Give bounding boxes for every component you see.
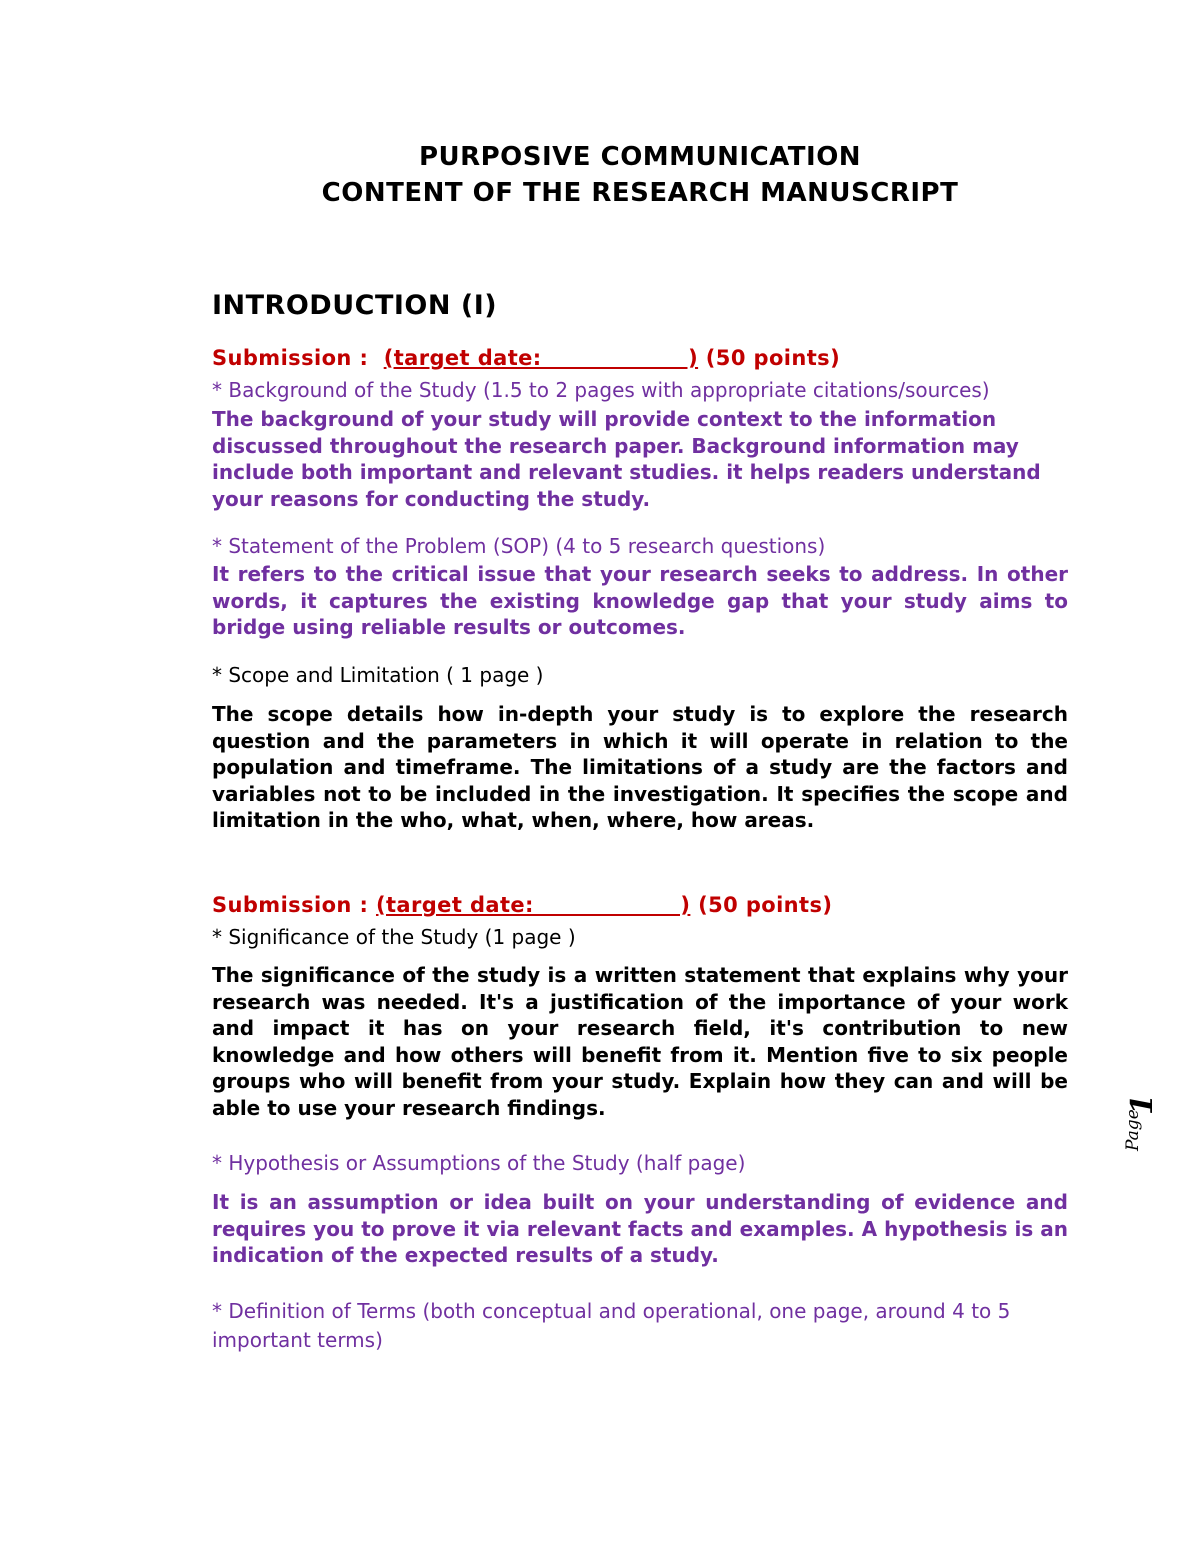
- submission-label: Submission :: [212, 346, 376, 370]
- submission-line-2: [212, 893, 832, 917]
- background-item: * Background of the Study (1.5 to 2 pages with appropriate citations/sources): [212, 378, 990, 402]
- significance-text: The significance of the study is a written statement that explains why your research was needed. It's a justification of the importance of your work and impact it has on your research field, it's contribution to new knowledge and how others will benefit from it. Mention five to six people groups who will benefit from your study. Explain how they can and will be able to use your research findings.: [212, 963, 1068, 1120]
- page-number: [1118, 1085, 1158, 1155]
- target-date-field: (target date: ): [383, 346, 699, 370]
- hypothesis-item: * Hypothesis or Assumptions of the Study (half page): [212, 1151, 746, 1175]
- document-title-line2: CONTENT OF THE RESEARCH MANUSCRIPT: [321, 178, 959, 208]
- background-text: The background of your study will provide context to the information discussed throughout the research paper. Background information may include both important and relevant studies. it helps readers understand your reasons for conducting the study.: [212, 407, 1041, 511]
- significance-item: * Significance of the Study (1 page ): [212, 925, 576, 949]
- document-title-line1: PURPOSIVE COMMUNICATION: [418, 142, 862, 172]
- page-number-value: 1: [1125, 1094, 1158, 1115]
- hypothesis-text: It is an assumption or idea built on your understanding of evidence and requires you to prove it via relevant facts and examples. A hypothesis is an indication of the expected results of a study.: [212, 1190, 1068, 1267]
- target-date-field: (target date: ): [375, 893, 691, 917]
- page-label: Page: [1123, 1109, 1143, 1151]
- scope-item: * Scope and Limitation ( 1 page ): [212, 663, 544, 687]
- submission-line-1: [212, 346, 840, 370]
- points-label: (50 points): [698, 346, 841, 370]
- scope-text: The scope details how in-depth your study is to explore the research question and the parameters in which it will operate in relation to the population and timeframe. The limitations of a study are the factors and variables not to be included in the investigation. It specifies the scope and limitation in the who, what, when, where, how areas.: [212, 702, 1068, 832]
- page-number-graphic: [1118, 1085, 1158, 1155]
- points-label: (50 points): [690, 893, 833, 917]
- sop-text: It refers to the critical issue that your research seeks to address. In other words, it captures the existing knowledge gap that your study aims to bridge using reliable results or outcomes.: [212, 562, 1068, 639]
- definition-item: * Definition of Terms (both conceptual and operational, one page, around 4 to 5 important terms): [212, 1299, 1011, 1352]
- submission-label: Submission :: [212, 893, 376, 917]
- section-heading: INTRODUCTION (I): [212, 290, 498, 321]
- sop-item: * Statement of the Problem (SOP) (4 to 5 research questions): [212, 534, 826, 558]
